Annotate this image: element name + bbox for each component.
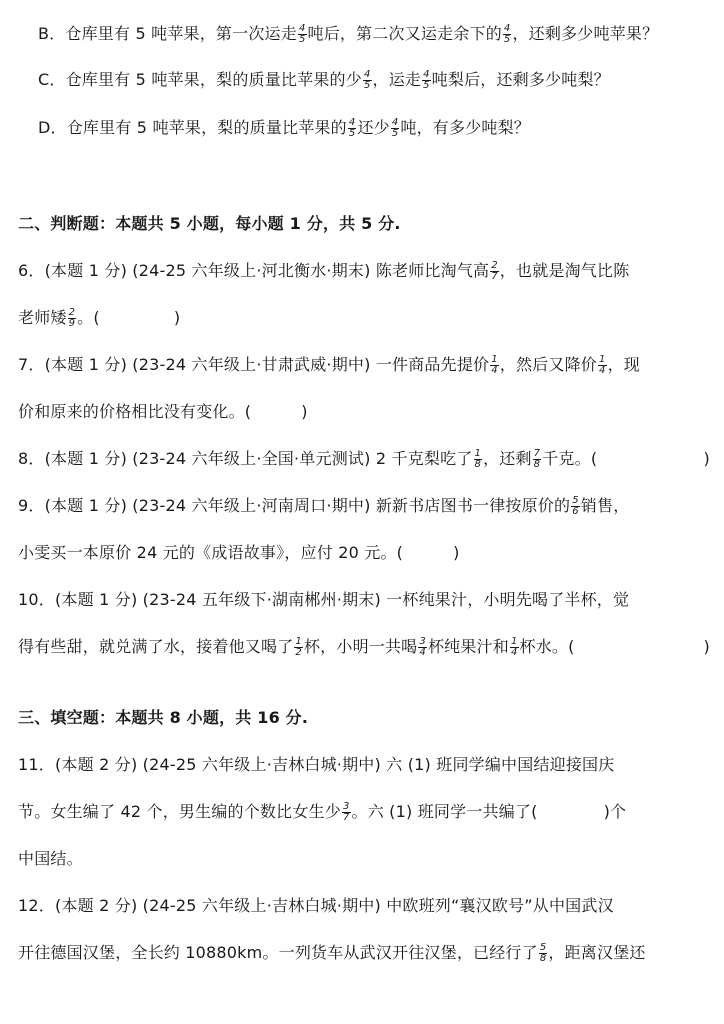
fraction: $\frac{5}{6}$ <box>572 495 579 517</box>
fraction: $\frac{4}{5}$ <box>348 117 356 139</box>
fraction: $\frac{1}{4}$ <box>510 636 518 658</box>
question-11-line-1: 11．(本题 2 分) (24-25 六年级上·吉林白城·期中) 六 (1) 班同学编中国结迎接国庆 <box>18 755 615 774</box>
question-6-line-1: 6．(本题 1 分) (24-25 六年级上·河北衡水·期末) 陈老师比淘气高 $\frac{2}{7}$ ，也就是淘气比陈 <box>18 260 630 282</box>
fraction: $\frac{1}{4}$ <box>599 354 606 376</box>
fraction: $\frac{4}{5}$ <box>423 69 430 91</box>
fraction: $\frac{2}{7}$ <box>491 260 498 282</box>
question-10-line-1: 10．(本题 1 分) (23-24 五年级下·湖南郴州·期末) 一杯纯果汁，小明先喝了半杯，觉 <box>18 590 630 609</box>
question-11-line-3: 中国结。 <box>18 849 83 868</box>
question-8: 8．(本题 1 分) (23-24 六年级上·全国·单元测试) 2 千克梨吃了 $\frac{1}{8}$ ，还剩 $\frac{7}{8}$ 千克。( ) <box>18 448 710 470</box>
answer-blank-close[interactable]: ) <box>703 449 710 468</box>
fraction: $\frac{7}{8}$ <box>533 448 541 470</box>
fraction: $\frac{4}{5}$ <box>503 23 511 45</box>
question-10-line-2: 得有些甜，就兑满了水，接着他又喝了 $\frac{1}{2}$ 杯，小明一共喝 $\frac{3}{4}$ 杯纯果汁和 $\frac{1}{4}$ 杯水。( ) <box>18 636 710 658</box>
fraction: $\frac{4}{5}$ <box>363 69 371 91</box>
question-9-line-1: 9．(本题 1 分) (23-24 六年级上·河南周口·期中) 新新书店图书一律按原价的 $\frac{5}{6}$ 销售， <box>18 495 630 517</box>
fraction: $\frac{1}{2}$ <box>295 636 302 658</box>
question-9-line-2: 小雯买一本原价 24 元的《成语故事》，应付 20 元。( ) <box>18 543 460 562</box>
option-d: D．仓库里有 5 吨苹果，梨的质量比苹果的 $\frac{4}{5}$ 还少 $\frac{4}{5}$ 吨，有多少吨梨？ <box>38 117 531 139</box>
fraction: $\frac{4}{5}$ <box>298 23 306 45</box>
fraction: $\frac{3}{7}$ <box>342 801 350 823</box>
question-12-line-2: 开往德国汉堡，全长约 10880km。一列货车从武汉开往汉堡，已经行了 $\frac{5}{8}$ ，距离汉堡还 <box>18 942 646 964</box>
question-7-line-2: 价和原来的价格相比没有变化。( ) <box>18 402 308 421</box>
fraction: $\frac{4}{5}$ <box>391 117 399 139</box>
fraction: $\frac{5}{8}$ <box>539 942 547 964</box>
question-11-line-2: 节。女生编了 42 个，男生编的个数比女生少 $\frac{3}{7}$ 。六 (1) 班同学一共编了( )个 <box>18 801 627 823</box>
answer-blank-close[interactable]: ) <box>703 637 710 656</box>
fraction: $\frac{1}{4}$ <box>491 354 498 376</box>
fraction: $\frac{2}{9}$ <box>68 307 76 329</box>
question-12-line-1: 12．(本题 2 分) (24-25 六年级上·吉林白城·期中) 中欧班列“襄汉欧号”从中国武汉 <box>18 896 614 915</box>
section-heading-fill-in: 三、填空题：本题共 8 小题，共 16 分. <box>18 708 309 727</box>
option-c: C．仓库里有 5 吨苹果，梨的质量比苹果的少 $\frac{4}{5}$ ，运走 $\frac{4}{5}$ 吨梨后，还剩多少吨梨？ <box>38 69 610 91</box>
question-6-line-2: 老师矮 $\frac{2}{9}$ 。( ) <box>18 307 181 329</box>
fraction: $\frac{1}{8}$ <box>474 448 482 470</box>
fraction: $\frac{3}{4}$ <box>419 636 426 658</box>
section-heading-judgement: 二、判断题：本题共 5 小题，每小题 1 分，共 5 分. <box>18 214 401 233</box>
question-7-line-1: 7．(本题 1 分) (23-24 六年级上·甘肃武威·期中) 一件商品先提价 $\frac{1}{4}$ ，然后又降价 $\frac{1}{4}$ ，现 <box>18 354 640 376</box>
option-b: B．仓库里有 5 吨苹果，第一次运走 $\frac{4}{5}$ 吨后，第二次又运走余下的 $\frac{4}{5}$ ，还剩多少吨苹果？ <box>38 23 659 45</box>
